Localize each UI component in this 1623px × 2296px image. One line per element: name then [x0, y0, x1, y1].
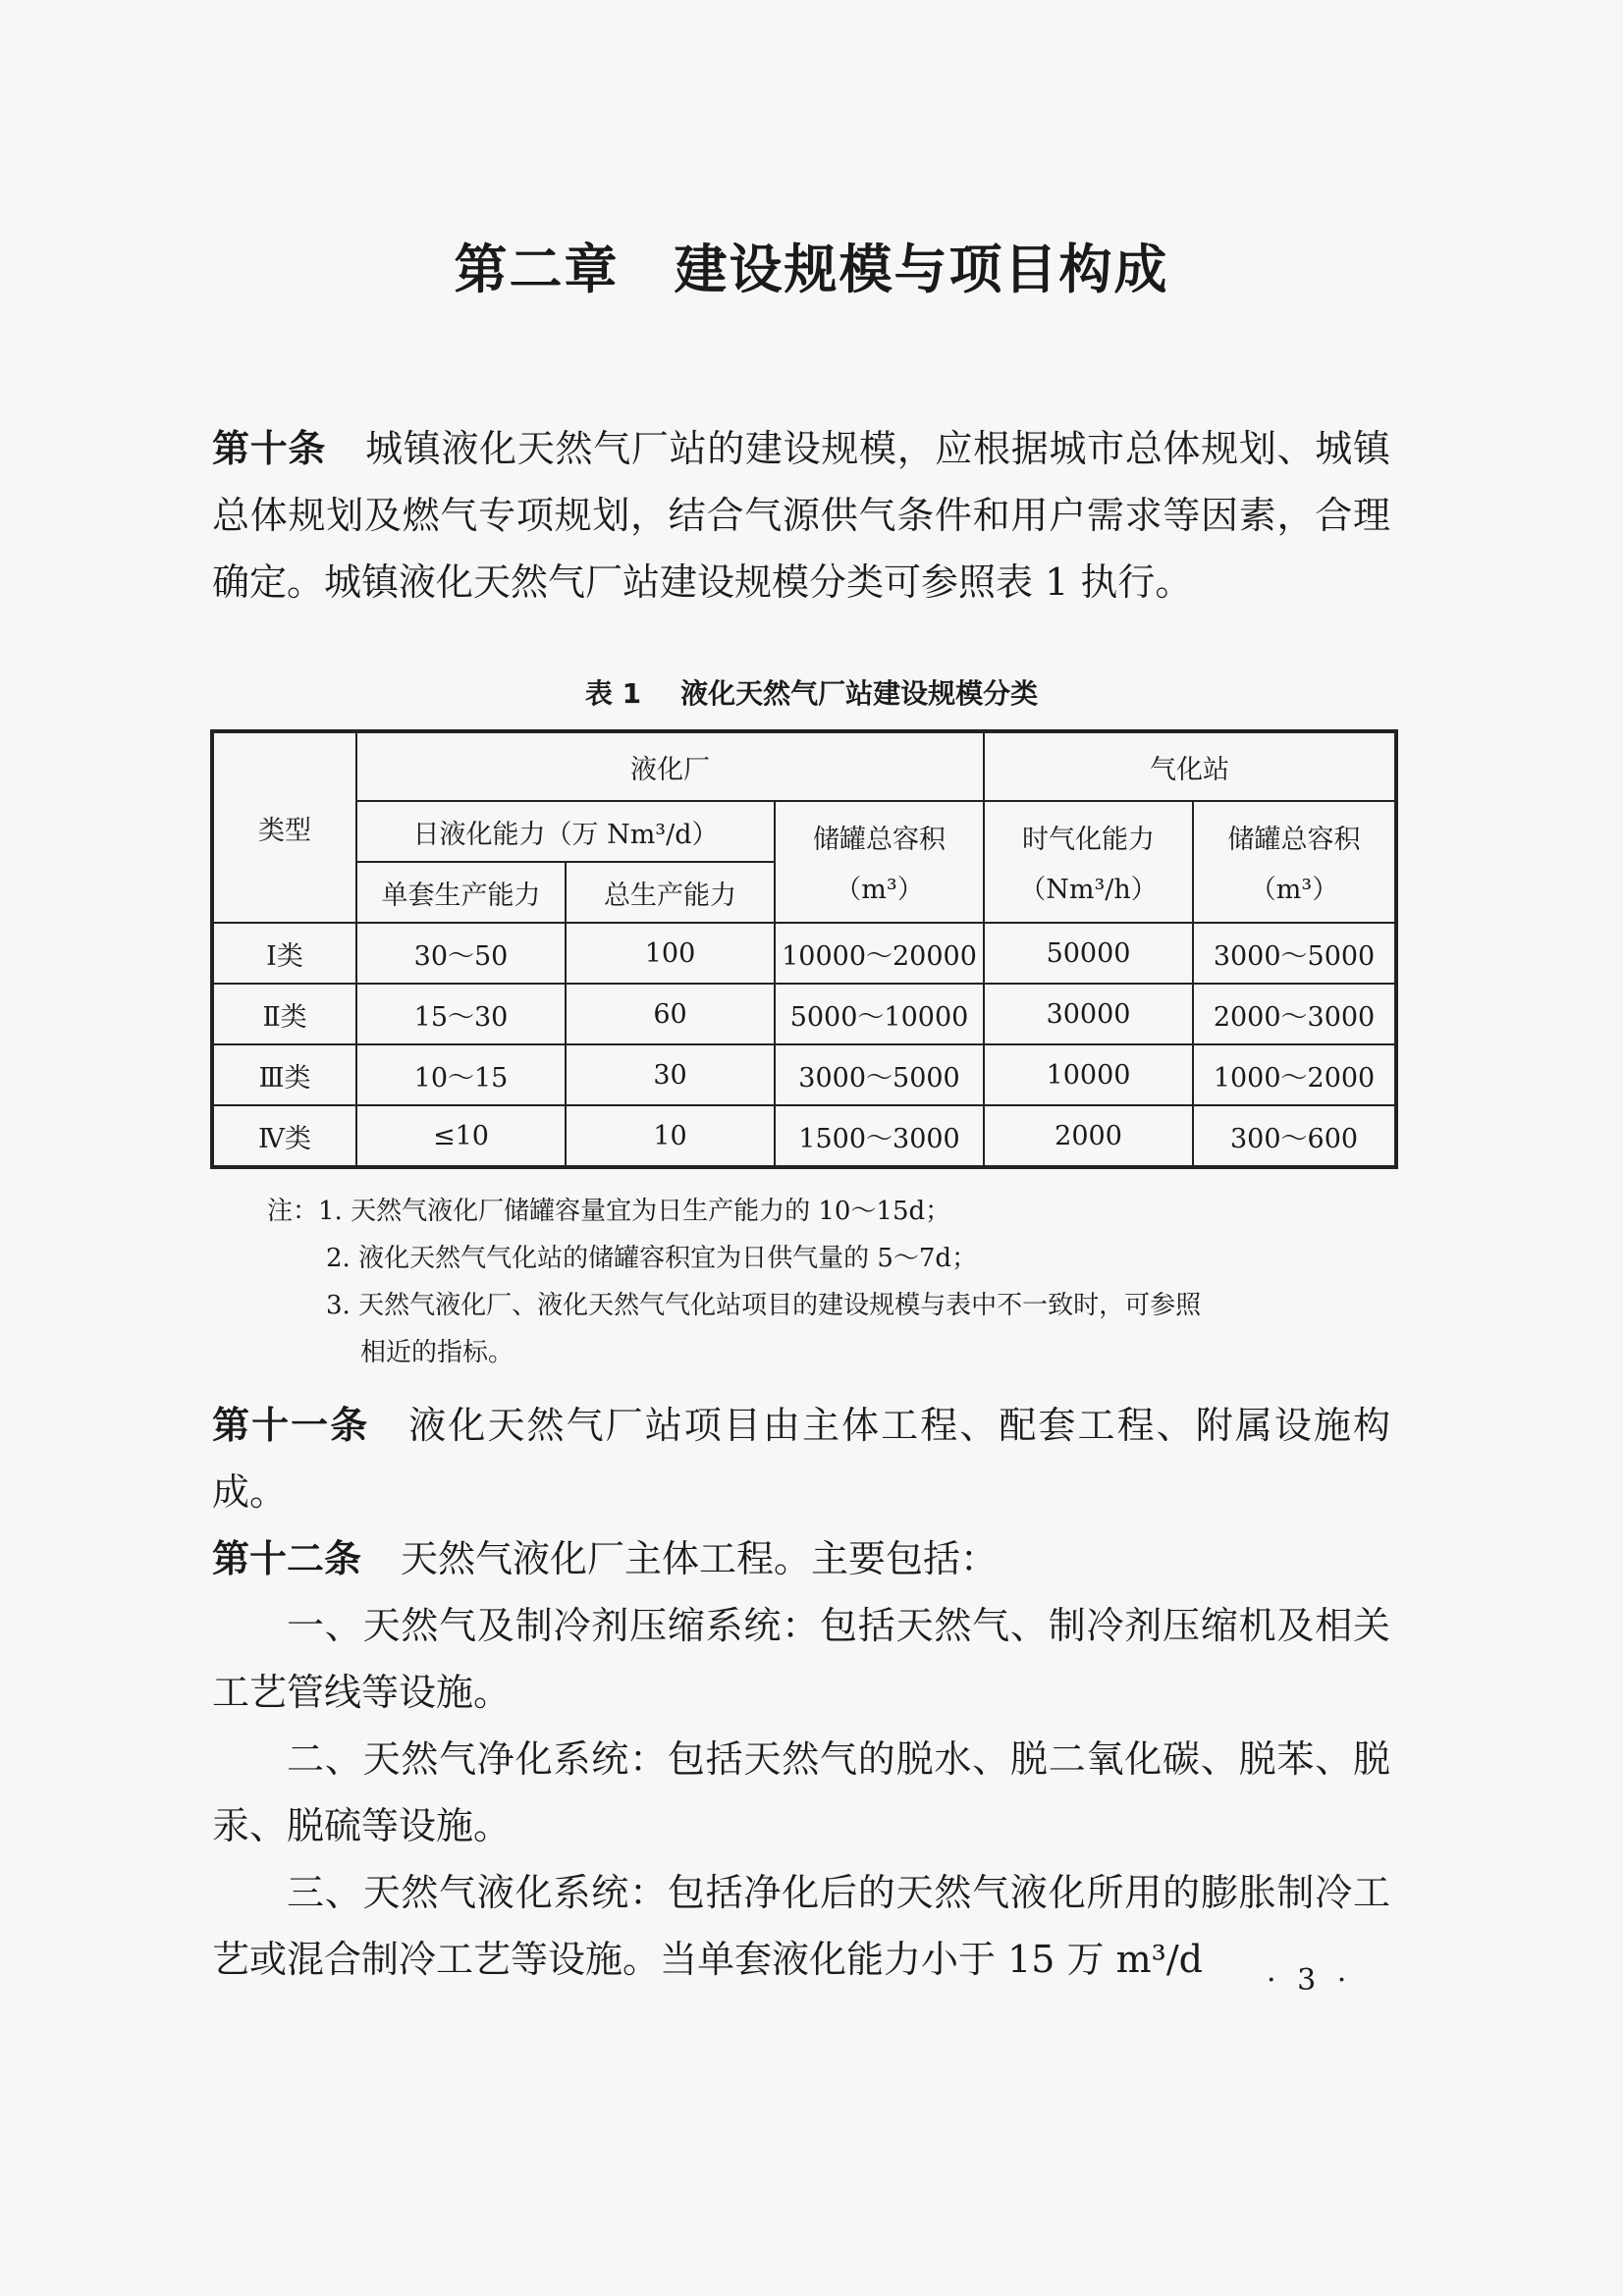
note-3-continued: 相近的指标。: [360, 1338, 514, 1367]
note-1: 注：1. 天然气液化厂储罐容量宜为日生产能力的 10～15d；: [267, 1197, 951, 1226]
cell-gasification: 10000: [984, 1044, 1193, 1105]
header-daily-capacity: 日液化能力（万 Nm³/d）: [356, 801, 775, 862]
article-11-text: 液化天然气厂站项目由主体工程、配套工程、附属设施构成。: [212, 1404, 1390, 1514]
cell-type: Ⅲ类: [212, 1044, 356, 1105]
cell-plant-tank: 1500～3000: [775, 1105, 984, 1167]
cell-gasification: 30000: [984, 984, 1193, 1044]
scale-classification-table: [210, 729, 1398, 1169]
cell-plant-tank: 3000～5000: [775, 1044, 984, 1105]
cell-type: Ⅱ类: [212, 984, 356, 1044]
note-2: 2. 液化天然气气化站的储罐容积宜为日供气量的 5～7d；: [326, 1244, 978, 1273]
cell-single-capacity: 10～15: [356, 1044, 566, 1105]
cell-station-tank: 300～600: [1193, 1105, 1396, 1167]
table-header-row: [212, 731, 1396, 801]
chapter-title: [0, 228, 1623, 303]
cell-station-tank: 1000～2000: [1193, 1044, 1396, 1105]
cell-total-capacity: 100: [566, 923, 775, 984]
cell-single-capacity: 30～50: [356, 923, 566, 984]
table-row: [212, 1044, 1396, 1105]
header-hourly-gasification: [984, 801, 1193, 923]
article-12: [212, 1525, 1390, 1592]
header-hourly-gasification-label: 时气化能力: [1022, 825, 1156, 855]
header-hourly-gasification-unit: （Nm³/h）: [1019, 875, 1158, 905]
cell-type: Ⅳ类: [212, 1105, 356, 1167]
article-10-label: 第十条: [212, 427, 327, 470]
cell-total-capacity: 60: [566, 984, 775, 1044]
article-10-text: 城镇液化天然气厂站的建设规模，应根据城市总体规划、城镇总体规划及燃气专项规划，结合气源供气条件和用户需求等因素，合理确定。城镇液化天然气厂站建设规模分类可参照表 1 执行。: [212, 427, 1390, 604]
header-station-tank-volume: [1193, 801, 1396, 923]
cell-single-capacity: ≤10: [356, 1105, 566, 1167]
header-type: 类型: [212, 731, 356, 923]
header-station: 气化站: [984, 731, 1396, 801]
cell-total-capacity: 30: [566, 1044, 775, 1105]
table-row: [212, 1105, 1396, 1167]
header-single-capacity: 单套生产能力: [356, 862, 566, 923]
article-11-label: 第十一条: [212, 1404, 370, 1447]
cell-plant-tank: 10000～20000: [775, 923, 984, 984]
list-item: 一、天然气及制冷剂压缩系统：包括天然气、制冷剂压缩机及相关工艺管线等设施。: [212, 1604, 1390, 1714]
header-plant: 液化厂: [356, 731, 984, 801]
table-row: [212, 984, 1396, 1044]
cell-total-capacity: 10: [566, 1105, 775, 1167]
article-12-label: 第十二条: [212, 1537, 362, 1580]
cell-station-tank: 2000～3000: [1193, 984, 1396, 1044]
header-station-tank-label: 储罐总容积: [1227, 825, 1361, 855]
table-caption-title: 液化天然气厂站建设规模分类: [680, 677, 1039, 710]
article-10: [212, 415, 1390, 615]
cell-gasification: 50000: [984, 923, 1193, 984]
header-plant-tank-label: 储罐总容积: [813, 825, 947, 855]
chapter-name: 建设规模与项目构成: [674, 239, 1169, 300]
article-12-text: 天然气液化厂主体工程。主要包括：: [401, 1537, 999, 1580]
chapter-number: 第二章: [454, 239, 620, 300]
cell-type: Ⅰ类: [212, 923, 356, 984]
table-header-row: [212, 801, 1396, 862]
cell-plant-tank: 5000～10000: [775, 984, 984, 1044]
note-3: 3. 天然气液化厂、液化天然气气化站项目的建设规模与表中不一致时，可参照: [326, 1291, 1202, 1320]
page-number: · 3 ·: [1267, 1963, 1353, 1998]
cell-single-capacity: 15～30: [356, 984, 566, 1044]
list-item: 二、天然气净化系统：包括天然气的脱水、脱二氧化碳、脱苯、脱汞、脱硫等设施。: [212, 1737, 1390, 1847]
table-notes: [267, 1188, 1396, 1376]
header-plant-tank-unit: （m³）: [835, 875, 924, 905]
header-total-capacity: 总生产能力: [566, 862, 775, 923]
table-caption: [0, 672, 1623, 712]
cell-gasification: 2000: [984, 1105, 1193, 1167]
cell-station-tank: 3000～5000: [1193, 923, 1396, 984]
header-plant-tank-volume: [775, 801, 984, 923]
table-caption-number: 表 1: [584, 677, 642, 710]
article-11: [212, 1392, 1390, 1525]
header-station-tank-unit: （m³）: [1249, 875, 1339, 905]
list-item: 三、天然气液化系统：包括净化后的天然气液化所用的膨胀制冷工艺或混合制冷工艺等设施。当单套液化能力小于 15 万 m³/d: [212, 1871, 1390, 1981]
table-row: [212, 923, 1396, 984]
